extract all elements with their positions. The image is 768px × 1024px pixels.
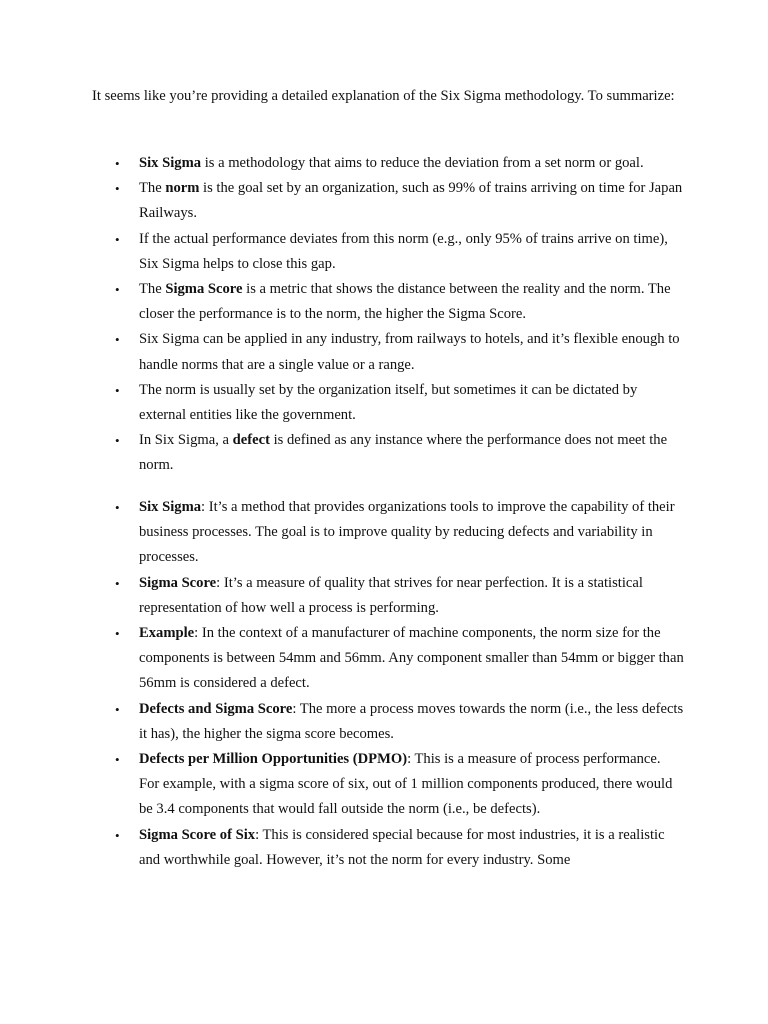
intro-paragraph: It seems like you’re providing a detailed explanation of the Six Sigma methodology. To summarize: xyxy=(92,88,675,104)
bullet-icon: • xyxy=(115,433,120,449)
list-item xyxy=(0,621,684,697)
bullet-icon: • xyxy=(115,231,120,247)
item-text: If the actual performance deviates from this norm (e.g., only 95% of trains arrive on time), Six Sigma helps to close this gap. xyxy=(139,230,668,272)
item-text: is defined as any instance where the performance does not meet the norm. xyxy=(139,432,668,474)
bullet-icon: • xyxy=(115,500,120,515)
item-text: is a methodology that aims to reduce the deviation from a set norm or goal. xyxy=(201,155,644,171)
list-item xyxy=(0,747,684,823)
item-text: : The more a process moves towards the norm (i.e., the less defects it has), the higher the sigma score becomes. xyxy=(139,700,684,742)
item-prefix: In Six Sigma, a xyxy=(139,432,233,449)
list-item xyxy=(0,378,684,428)
bold-term: Defects and Sigma Score xyxy=(139,700,293,717)
list-item xyxy=(0,176,684,226)
bold-term: Sigma Score xyxy=(139,574,217,591)
list-item xyxy=(0,327,684,377)
bullet-icon: • xyxy=(115,575,120,591)
bullet-icon: • xyxy=(115,827,120,843)
item-text: : This is considered special because for most industries, it is a realistic and worthwhile goal. However, it’s not the norm for every industry. Some xyxy=(139,826,665,868)
list-item xyxy=(0,495,684,571)
bold-term: defect xyxy=(232,432,270,449)
list-item xyxy=(0,428,684,478)
bullet-icon: • xyxy=(115,282,120,298)
list-item xyxy=(0,151,684,176)
bold-term: Defects per Million Opportunities (DPMO) xyxy=(139,751,408,768)
bullet-icon: • xyxy=(115,752,120,768)
bullet-icon: • xyxy=(115,382,120,398)
bullet-icon: • xyxy=(115,626,120,642)
item-text: Six Sigma can be applied in any industry, from railways to hotels, and it’s flexible enough to handle norms that are a single value or a range. xyxy=(139,331,680,373)
item-text: : In the context of a manufacturer of machine components, the norm size for the components is between 54mm and 56mm. Any component smaller than 54mm or bigger than 56mm is considered a defect. xyxy=(139,625,684,692)
item-text: : It’s a method that provides organizations tools to improve the capability of their business processes. The goal is to improve quality by reducing defects and variability in processes. xyxy=(139,499,675,566)
item-prefix: The xyxy=(139,180,166,197)
bullet-icon: • xyxy=(115,332,120,348)
bullet-icon: • xyxy=(115,156,120,171)
list-item xyxy=(0,277,684,327)
bold-term: norm xyxy=(165,180,200,197)
summary-list xyxy=(0,151,768,479)
list-item xyxy=(0,227,684,277)
item-text: is the goal set by an organization, such as 99% of trains arriving on time for Japan Railways. xyxy=(139,180,683,222)
bold-term: Six Sigma xyxy=(139,499,202,515)
list-item xyxy=(0,823,684,873)
item-text: The norm is usually set by the organization itself, but sometimes it can be dictated by external entities like the government. xyxy=(139,381,638,424)
list-item xyxy=(0,571,684,621)
bold-term: Example xyxy=(139,625,195,642)
item-text: : This is a measure of process performance. For example, with a sigma score of six, out of 1 million components produced, there would be 3.4 components that would fall outside the norm (i.e., be defects). xyxy=(139,751,673,818)
details-list xyxy=(0,495,768,873)
list-item xyxy=(0,697,684,747)
item-text: is a metric that shows the distance between the reality and the norm. The closer the performance is to the norm, the higher the Sigma Score. xyxy=(139,281,671,323)
bold-term: Sigma Score of Six xyxy=(139,826,256,843)
item-text: : It’s a measure of quality that strives for near perfection. It is a statistical representation of how well a process is performing. xyxy=(139,574,643,616)
bold-term: Six Sigma xyxy=(139,155,202,171)
bold-term: Sigma Score xyxy=(165,281,243,298)
item-prefix: The xyxy=(139,281,166,298)
bullet-icon: • xyxy=(115,181,120,197)
bullet-icon: • xyxy=(115,701,120,717)
